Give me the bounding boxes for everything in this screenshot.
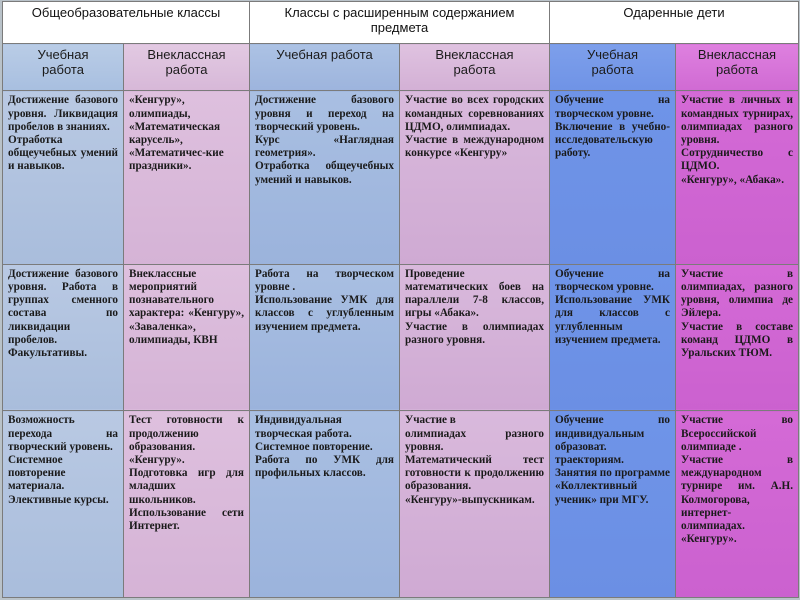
table-cell: Обучение по индивидуальным образоват. траекториям. Занятия по программе «Коллективный ученик» при МГУ. (550, 411, 676, 598)
table-row (3, 411, 799, 598)
table-cell: Индивидуальная творческая работа. Системное повторение. Работа по УМК для профильных классов. (250, 411, 400, 598)
table-cell: Проведение математических боев на параллели 7-8 классов, игры «Абака». Участие в олимпиадах разного уровня. (400, 264, 550, 410)
table-cell: Участие в олимпиадах разного уровня. Математический тест готовности к продолжению образования. «Кенгуру»-выпускникам. (400, 411, 550, 598)
table-cell: Тест готовности к продолжению образования. «Кенгуру». Подготовка игр для младших школьников. Использование сети Интернет. (124, 411, 250, 598)
group-header-extended: Классы с расширенным содержанием предмета (250, 2, 550, 44)
table-cell: Участие в олимпиадах, разного уровня, олимпиа де Эйлера. Участие в составе команд ЦДМО в Уральских ТЮМ. (676, 264, 799, 410)
table-cell: Участие во всех городских командных соревнованиях ЦДМО, олимпиадах. Участие в международном конкурсе «Кенгуру» (400, 91, 550, 265)
subheader-extracurricular: Внеклассная работа (400, 44, 550, 91)
table-cell: Обучение на творческом уровне. Использование УМК для классов с углубленным изучением предмета. (550, 264, 676, 410)
subheader-row (3, 44, 799, 91)
group-header-gifted: Одаренные дети (550, 2, 799, 44)
table-cell: Внеклассные мероприятий познавательного характера: «Кенгуру», «Заваленка», олимпиады, КВН (124, 264, 250, 410)
subheader-study: Учебная работа (250, 44, 400, 91)
table-cell: Обучение на творческом уровне. Включение в учебно-исследовательскую работу. (550, 91, 676, 265)
group-header-general: Общеобразовательные классы (3, 2, 250, 44)
group-header-row (3, 2, 799, 44)
subheader-study: Учебная работа (3, 44, 124, 91)
table-cell: Работа на творческом уровне . Использование УМК для классов с углубленным изучением предмета. (250, 264, 400, 410)
subheader-study: Учебная работа (550, 44, 676, 91)
table-cell: Достижение базового уровня. Ликвидация пробелов в знаниях. Отработка общеучебных умений и навыков. (3, 91, 124, 265)
table-cell: «Кенгуру», олимпиады, «Математическая карусель», «Математичес-кие праздники». (124, 91, 250, 265)
subheader-extracurricular: Внеклассная работа (124, 44, 250, 91)
table-row (3, 264, 799, 410)
table-cell: Достижение базового уровня. Работа в группах сменного состава по ликвидации пробелов. Факультативы. (3, 264, 124, 410)
subheader-extracurricular: Внеклассная работа (676, 44, 799, 91)
table-cell: Участие в личных и командных турнирах, олимпиадах разного уровня. Сотрудничество с ЦДМО. «Кенгуру», «Абака». (676, 91, 799, 265)
table-cell: Участие во Всероссийской олимпиаде . Участие в международном турнире им. А.Н. Колмогорова, интернет-олимпиадах. «Кенгуру». (676, 411, 799, 598)
table-row (3, 91, 799, 265)
programs-table (2, 1, 799, 598)
table-cell: Возможность перехода на творческий уровень. Системное повторение материала. Элективные курсы. (3, 411, 124, 598)
table-cell: Достижение базового уровня и переход на творческий уровень. Курс «Наглядная геометрия». Отработка общеучебных умений и навыков. (250, 91, 400, 265)
